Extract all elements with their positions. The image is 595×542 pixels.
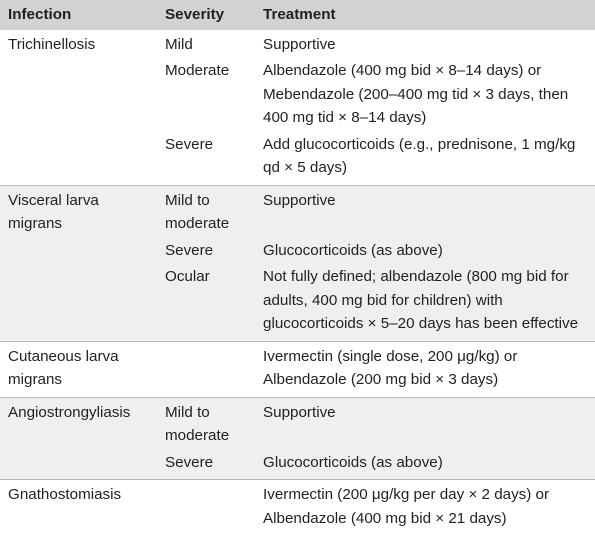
table-row [0, 480, 595, 536]
treatment-cell [255, 133, 595, 186]
infection-group [0, 185, 595, 341]
header-treatment: Treatment [255, 0, 595, 30]
infection-cell: Visceral larva migrans [0, 185, 157, 341]
severity-cell: Mild to moderate [157, 397, 255, 451]
treatment-line: Glucocorticoids (as above) [263, 241, 443, 259]
severity-cell: Ocular [157, 265, 255, 341]
severity-cell [157, 480, 255, 536]
severity-cell: Mild to moderate [157, 185, 255, 239]
treatment-cell [255, 451, 595, 480]
treatment-line: Supportive [263, 35, 336, 53]
table-header [0, 0, 595, 30]
severity-cell: Mild [157, 30, 255, 60]
header-row [0, 0, 595, 30]
treatment-line: Add glucocorticoids (e.g., prednisone, 1 mg/kg qd × 5 days) [263, 135, 576, 176]
severity-cell: Severe [157, 133, 255, 186]
infection-cell: Gnathostomiasis [0, 480, 157, 536]
infection-cell: Angiostrongyliasis [0, 397, 157, 480]
header-infection: Infection [0, 0, 157, 30]
treatment-line: Glucocorticoids (as above) [263, 453, 443, 471]
infection-cell: Trichinellosis [0, 30, 157, 186]
infection-cell: Cutaneous larva migrans [0, 341, 157, 397]
table-row [0, 341, 595, 397]
treatment-cell [255, 59, 595, 133]
infection-group [0, 341, 595, 397]
table-row [0, 397, 595, 451]
treatment-cell [255, 397, 595, 451]
table-row [0, 185, 595, 239]
treatment-line: Supportive [263, 403, 336, 421]
infection-group [0, 397, 595, 480]
treatment-cell [255, 239, 595, 266]
treatment-line: Supportive [263, 191, 336, 209]
treatment-line: Ivermectin (200 μg/kg per day × 2 days) or [263, 486, 550, 503]
treatment-cell [255, 341, 595, 397]
treatment-line: Not fully defined; albendazole (800 mg bid for adults, 400 mg bid for children) with glucocorticoids × 5–20 days has been effective [263, 268, 579, 332]
infection-group [0, 480, 595, 536]
treatment-line: Mebendazole (200–400 mg tid × 3 days, then 400 mg tid × 8–14 days) [263, 85, 569, 126]
treatment-cell [255, 30, 595, 60]
severity-cell [157, 341, 255, 397]
treatment-cell [255, 480, 595, 536]
severity-cell: Moderate [157, 59, 255, 133]
header-severity: Severity [157, 0, 255, 30]
treatment-line: Albendazole (400 mg bid × 8–14 days) or [263, 62, 542, 79]
treatment-line: Albendazole (200 mg bid × 3 days) [263, 371, 499, 388]
treatment-line: Ivermectin (single dose, 200 μg/kg) or [263, 347, 518, 365]
severity-cell: Severe [157, 239, 255, 266]
infection-group [0, 30, 595, 186]
treatment-line: Albendazole (400 mg bid × 21 days) [263, 509, 507, 527]
severity-cell: Severe [157, 451, 255, 480]
treatment-cell [255, 185, 595, 239]
treatment-cell [255, 265, 595, 341]
table-row [0, 30, 595, 60]
